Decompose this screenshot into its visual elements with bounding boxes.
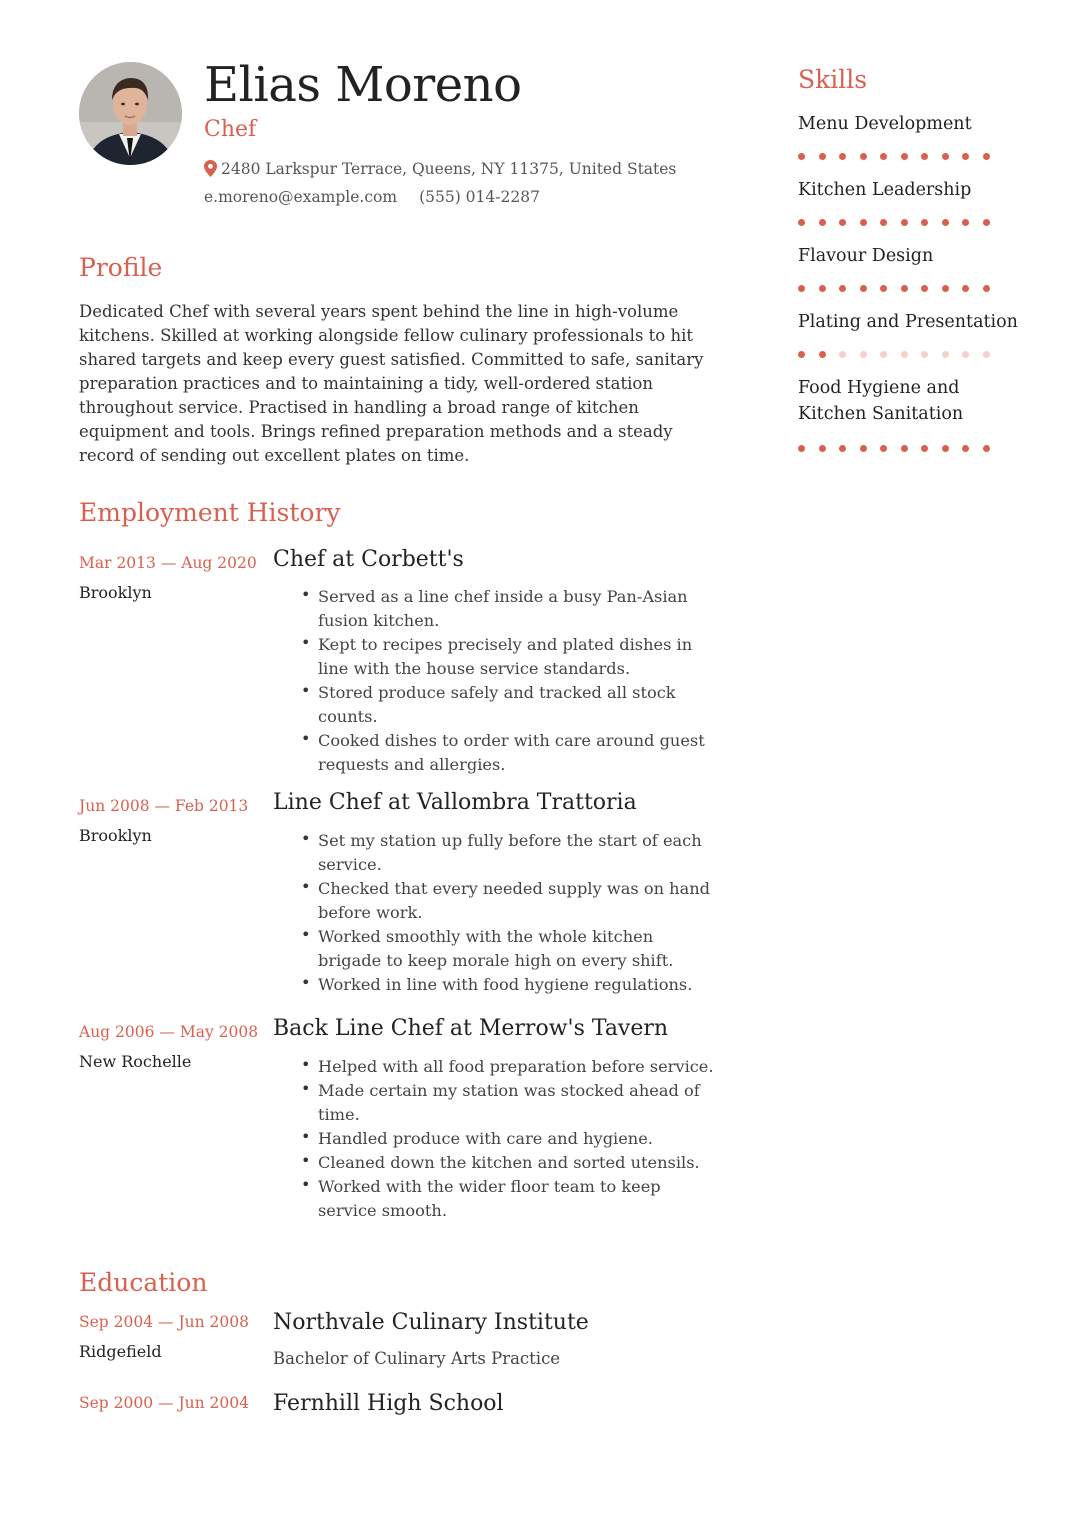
skill-dot-filled [839,285,846,292]
skill-dot-empty [901,351,908,358]
skill-dot-filled [798,153,805,160]
school-name: Northvale Culinary Institute [273,1310,589,1335]
skill-dot-filled [942,445,949,452]
degree-name: Bachelor of Culinary Arts Practice [273,1349,561,1368]
skill-dot-filled [860,285,867,292]
school-name: Fernhill High School [273,1391,504,1416]
skill-dot-filled [798,219,805,226]
skill-dot-filled [880,153,887,160]
bullet-item: • Made certain my station was stocked ahead of time. [301,1079,721,1127]
bullet-item: • Handled produce with care and hygiene. [301,1127,721,1151]
employment-heading: Employment History [79,498,341,527]
education-dates: Sep 2000 — Jun 2004 [79,1394,249,1412]
bullet-item: • Worked smoothly with the whole kitchen brigade to keep morale high on every shift. [301,925,721,973]
skill-dot-filled [962,445,969,452]
skill-dot-filled [942,153,949,160]
skill-dot-filled [901,445,908,452]
skill-dot-filled [942,285,949,292]
skill-dot-empty [880,351,887,358]
education-location: Ridgefield [79,1342,162,1361]
skill-dot-filled [921,285,928,292]
phone-number: (555) 014-2287 [419,188,540,206]
skill-dot-filled [819,153,826,160]
skill-dot-filled [798,285,805,292]
job-dates: Aug 2006 — May 2008 [79,1023,259,1041]
avatar-photo [79,62,182,165]
skill-label: Menu Development [798,114,972,134]
skill-dot-filled [901,153,908,160]
skill-dot-filled [921,219,928,226]
skill-label: Flavour Design [798,246,934,266]
skill-label: Plating and Presentation [798,312,1018,332]
skill-label: Food Hygiene and Kitchen Sanitation [798,378,964,424]
job-location: Brooklyn [79,583,152,602]
skill-dot-filled [962,153,969,160]
location-pin-icon [204,160,217,183]
skill-rating [798,351,998,361]
skill-dot-empty [921,351,928,358]
skill-dot-filled [983,285,990,292]
skill-dot-filled [819,445,826,452]
skill-dot-empty [983,351,990,358]
bullet-item: • Helped with all food preparation before service. [301,1055,721,1079]
bullet-item: • Served as a line chef inside a busy Pan-Asian fusion kitchen. [301,585,721,633]
skill-dot-filled [901,219,908,226]
profile-heading: Profile [79,253,163,282]
job-bullets [301,1055,721,1223]
skill-dot-filled [839,153,846,160]
bullet-item: • Kept to recipes precisely and plated dishes in line with the house service standards. [301,633,721,681]
bullet-item: • Worked with the wider floor team to keep service smooth. [301,1175,721,1223]
bullet-item: • Checked that every needed supply was on hand before work. [301,877,721,925]
bullet-item: • Cooked dishes to order with care around guest requests and allergies. [301,729,721,777]
skill-dot-filled [839,219,846,226]
job-bullets [301,829,721,997]
job-position-title: Chef at Corbett's [273,547,464,572]
skill-dot-filled [860,153,867,160]
skill-rating [798,285,998,295]
education-dates: Sep 2004 — Jun 2008 [79,1313,249,1331]
skill-dot-filled [921,153,928,160]
skill-dot-filled [962,285,969,292]
job-dates: Mar 2013 — Aug 2020 [79,554,257,572]
skill-dot-filled [819,219,826,226]
skill-rating [798,153,998,163]
skills-heading: Skills [798,65,868,94]
job-title: Chef [204,117,257,142]
job-position-title: Line Chef at Vallombra Trattoria [273,790,637,815]
skill-dot-empty [942,351,949,358]
avatar [79,62,182,165]
skill-dot-filled [983,153,990,160]
job-bullets [301,585,721,777]
bullet-item: • Cleaned down the kitchen and sorted utensils. [301,1151,721,1175]
skill-dot-filled [880,219,887,226]
skill-dot-filled [901,285,908,292]
skill-dot-filled [860,219,867,226]
skill-dot-filled [819,351,826,358]
skill-rating [798,219,998,229]
skill-dot-empty [962,351,969,358]
skill-dot-filled [798,445,805,452]
job-position-title: Back Line Chef at Merrow's Tavern [273,1016,669,1041]
address-text: 2480 Larkspur Terrace, Queens, NY 11375, United States [221,160,677,178]
skill-dot-filled [860,445,867,452]
skill-dot-filled [942,219,949,226]
skill-dot-filled [962,219,969,226]
skill-label: Kitchen Leadership [798,180,972,200]
bullet-item: • Stored produce safely and tracked all stock counts. [301,681,721,729]
contact-line [204,186,540,208]
skill-dot-filled [921,445,928,452]
skill-dot-filled [839,445,846,452]
bullet-item: • Set my station up fully before the start of each service. [301,829,721,877]
job-dates: Jun 2008 — Feb 2013 [79,797,249,815]
skill-dot-filled [880,285,887,292]
skill-dot-filled [798,351,805,358]
email-link[interactable]: e.moreno@example.com [204,188,398,206]
bullet-item: • Worked in line with food hygiene regulations. [301,973,721,997]
job-location: New Rochelle [79,1052,192,1071]
profile-summary: Dedicated Chef with several years spent behind the line in high-volume kitchens. Skilled at working alongside fellow culinary professionals to hit shared targets and keep every guest satisfied. Committed to safe, sanitary preparation practices and to maintaining a tidy, well-ordered station throughout service. Practised in handling a broad range of kitchen equipment and tools. Brings refined preparation methods and a steady record of sending out excellent plates on time. [79,302,704,465]
skill-dot-filled [983,219,990,226]
skill-dot-empty [860,351,867,358]
address [204,158,676,183]
candidate-name: Elias Moreno [204,57,522,113]
skill-rating [798,445,998,455]
job-location: Brooklyn [79,826,152,845]
skill-dot-filled [880,445,887,452]
education-heading: Education [79,1268,208,1297]
skill-dot-filled [983,445,990,452]
skill-dot-empty [839,351,846,358]
skill-dot-filled [819,285,826,292]
